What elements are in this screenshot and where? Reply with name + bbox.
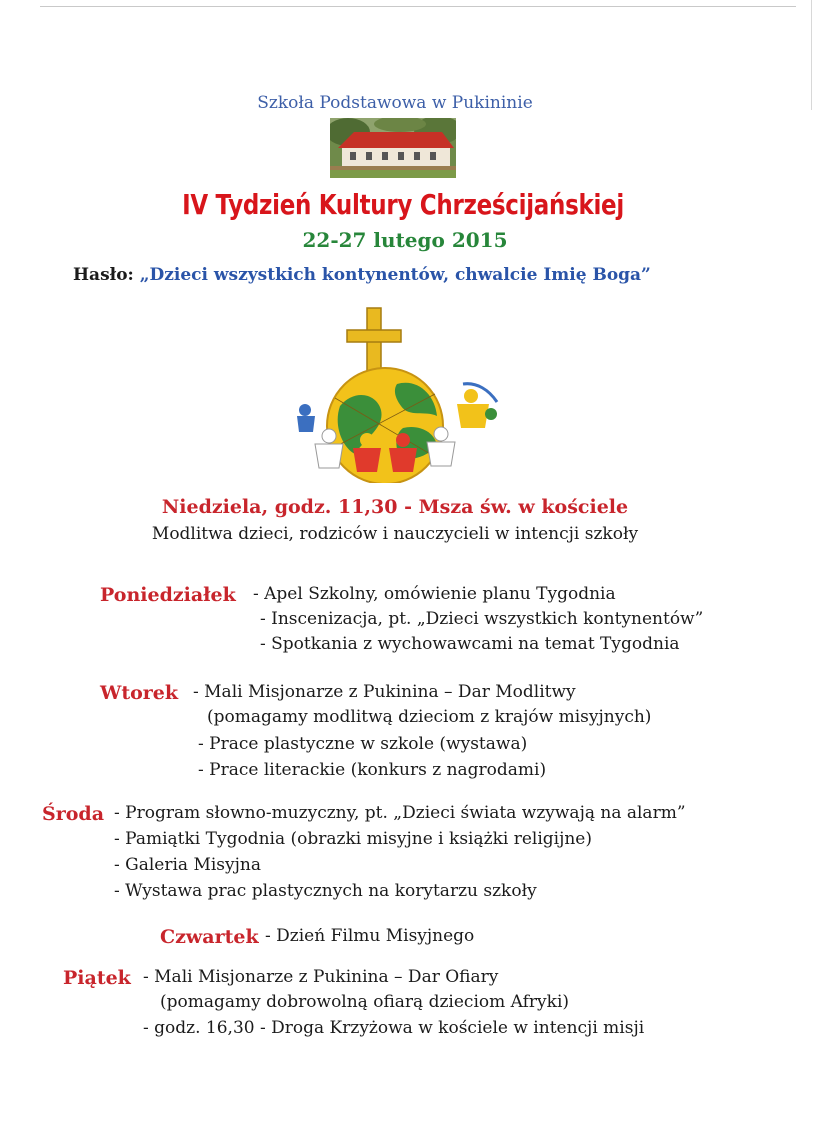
scan-edge-line-right: [811, 0, 812, 110]
day-thursday: Czwartek: [160, 926, 259, 948]
friday-item: - Mali Misjonarze z Pukinina – Dar Ofiary: [143, 967, 499, 987]
motto: [73, 265, 651, 285]
wednesday-item: - Wystawa prac plastycznych na korytarzu szkoły: [114, 881, 537, 901]
event-dates: 22-27 lutego 2015: [302, 228, 508, 252]
motto-quote: „Dzieci wszystkich kontynentów, chwalcie Imię Boga”: [139, 265, 651, 285]
motto-label: Hasło:: [73, 265, 140, 285]
day-monday: Poniedziałek: [100, 584, 236, 606]
wednesday-item: - Program słowno-muzyczny, pt. „Dzieci świata wzywają na alarm”: [114, 803, 686, 823]
day-wednesday: Środa: [42, 803, 105, 825]
tuesday-item: - Mali Misjonarze z Pukinina – Dar Modlitwy: [193, 682, 576, 702]
scan-edge-line: [40, 6, 796, 7]
day-friday: Piątek: [63, 967, 131, 989]
sunday-description: Modlitwa dzieci, rodziców i nauczycieli w intencji szkoły: [151, 524, 639, 544]
tuesday-item: - Prace literackie (konkurs z nagrodami): [198, 760, 547, 780]
tuesday-item: (pomagamy modlitwą dzieciom z krajów misyjnych): [207, 707, 652, 727]
wednesday-item: - Galeria Misyjna: [114, 855, 261, 875]
cross-globe-logo: [285, 298, 515, 483]
monday-item: - Spotkania z wychowawcami na temat Tygodnia: [260, 634, 680, 654]
friday-item: (pomagamy dobrowolną ofiarą dzieciom Afryki): [160, 992, 570, 1012]
thursday-item: - Dzień Filmu Misyjnego: [265, 926, 475, 946]
school-name: Szkoła Podstawowa w Pukininie: [257, 93, 533, 113]
cross-horizontal: [347, 330, 401, 342]
sunday-heading: Niedziela, godz. 11,30 - Msza św. w kościele: [161, 496, 629, 518]
monday-item: - Inscenizacja, pt. „Dzieci wszystkich kontynentów”: [260, 609, 704, 629]
school-building-photo: [330, 118, 456, 178]
event-title: IV Tydzień Kultury Chrześcijańskiej: [182, 190, 624, 222]
day-tuesday: Wtorek: [100, 682, 179, 704]
wednesday-item: - Pamiątki Tygodnia (obrazki misyjne i książki religijne): [114, 829, 593, 849]
monday-item: - Apel Szkolny, omówienie planu Tygodnia: [253, 584, 616, 604]
friday-item: - godz. 16,30 - Droga Krzyżowa w kościele w intencji misji: [143, 1018, 645, 1038]
tuesday-item: - Prace plastyczne w szkole (wystawa): [198, 734, 528, 754]
